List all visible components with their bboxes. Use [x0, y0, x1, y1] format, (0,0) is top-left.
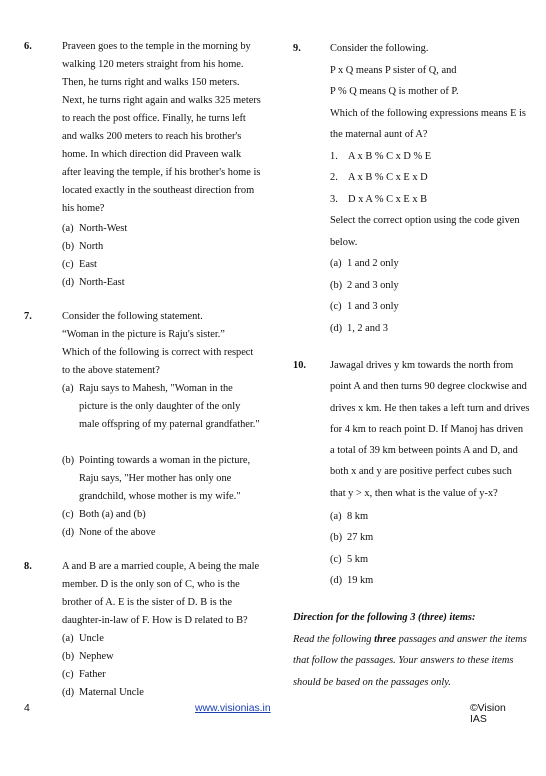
stem-line: member. D is the only son of C, who is the: [62, 579, 240, 590]
question-stem: [330, 355, 537, 504]
stem-line: daughter-in-law of F. How is D related to B?: [62, 615, 248, 626]
question-8: [24, 558, 270, 702]
left-column: [24, 38, 270, 702]
stem-line: home. In which direction did Praveen walk: [62, 149, 242, 160]
question-6: [24, 38, 270, 292]
option-d: (d) North-East: [62, 277, 125, 288]
stem-line: Then, he turns right and walks 150 meters.: [62, 77, 240, 88]
question-9: [293, 38, 537, 339]
option-c: (c) 5 km: [330, 553, 369, 565]
question-stem: [62, 558, 270, 630]
definition-2: P % Q means Q is mother of P.: [330, 86, 459, 97]
option-b: (b) Nephew: [62, 651, 114, 662]
stem-line: after leaving the temple, if his brother's home is: [62, 167, 261, 178]
option-c: (c) 1 and 3 only: [330, 301, 399, 312]
question-number: 7.: [24, 311, 32, 322]
stem-line: to the above statement?: [62, 365, 160, 376]
stem-line: located exactly in the southeast direction from: [62, 185, 255, 196]
stem-line: drives x km. He then takes a left turn and drives: [330, 402, 530, 414]
brand-label: ©Vision IAS: [470, 703, 506, 725]
option-c: (c) East: [62, 259, 97, 270]
options-list: [62, 220, 270, 292]
stem-line: Jawagal drives y km towards the north from: [330, 360, 514, 371]
option-a: (a) 1 and 2 only: [330, 258, 399, 269]
expression-1: 1. A x B % C x D % E: [330, 150, 432, 162]
stem-line: both x and y are positive perfect cubes such: [330, 466, 512, 478]
options-list: [330, 506, 537, 591]
expression-3: 3. D x A % C x E x B: [330, 193, 428, 205]
direction-block: [293, 607, 537, 693]
question-intro: Consider the following.: [330, 43, 429, 54]
page-number: 4: [24, 703, 30, 714]
option-d: (d) Maternal Uncle: [62, 687, 144, 698]
question-10: [293, 355, 537, 591]
question-7: [24, 308, 270, 542]
page-footer: [24, 703, 524, 725]
option-d: (d) None of the above: [62, 527, 156, 538]
stem-line: Next, he turns right again and walks 325 meters: [62, 95, 261, 106]
option-b: (b) 27 km: [330, 532, 374, 544]
option-a: (a) 8 km: [330, 511, 369, 523]
option-b: (b) Pointing towards a woman in the picture, Raju says, "Her mother has only one grandchild, whose mother is my wife.": [62, 455, 251, 502]
option-a: (a) Uncle: [62, 633, 104, 644]
stem-line: Praveen goes to the temple in the morning by: [62, 41, 251, 52]
question-stem: [62, 308, 270, 380]
question-number: 8.: [24, 561, 32, 572]
stem-line: brother of A. E is the sister of D. B is the: [62, 597, 232, 608]
option-c: (c) Father: [62, 669, 106, 680]
option-a: (a) Raju says to Mahesh, "Woman in the picture is the only daughter of the only male offspring of my paternal grandfather.": [62, 383, 260, 430]
option-b: (b) 2 and 3 only: [330, 279, 399, 291]
stem-line: A and B are a married couple, A being the male: [62, 561, 260, 572]
option-d: (d) 19 km: [330, 574, 374, 586]
stem-line: that y > x, then what is the value of y-x?: [330, 487, 498, 499]
option-b: (b) North: [62, 241, 104, 252]
stem-line: his home?: [62, 203, 105, 214]
right-column: [293, 38, 537, 693]
code-instruction: Select the correct option using the code given below.: [330, 215, 520, 248]
stem-line: and walks 200 meters to reach his brother's: [62, 131, 242, 142]
question-number: 9.: [293, 43, 301, 54]
options-list: [62, 630, 270, 702]
question-number: 10.: [293, 360, 306, 371]
stem-line: Consider the following statement.: [62, 311, 203, 322]
question-ask: Which of the following expressions means E is the maternal aunt of A?: [330, 107, 526, 140]
website-link[interactable]: www.visionias.in: [195, 703, 271, 714]
stem-line: “Woman in the picture is Raju's sister.”: [62, 329, 225, 340]
option-c: (c) Both (a) and (b): [62, 509, 146, 520]
option-a: (a) North-West: [62, 223, 128, 234]
question-number: 6.: [24, 41, 32, 52]
question-stem: [62, 38, 270, 218]
option-d: (d) 1, 2 and 3: [330, 322, 388, 334]
stem-line: walking 120 meters straight from his home.: [62, 59, 244, 70]
direction-text: Read the following three passages and answer the items that follow the passages. Your answers to these items should be based on the passages only.: [293, 633, 527, 688]
definition-1: P x Q means P sister of Q, and: [330, 64, 457, 76]
stem-line: for 4 km to reach point D. If Manoj has driven: [330, 423, 524, 435]
stem-line: a total of 39 km between points A and D, and: [330, 445, 518, 457]
expression-2: 2. A x B % C x E x D: [330, 172, 428, 183]
direction-title: Direction for the following 3 (three) items:: [293, 612, 476, 624]
stem-line: Which of the following is correct with respect: [62, 347, 254, 358]
stem-line: to reach the post office. Finally, he turns left: [62, 113, 246, 124]
stem-line: point A and then turns 90 degree clockwise and: [330, 381, 527, 393]
